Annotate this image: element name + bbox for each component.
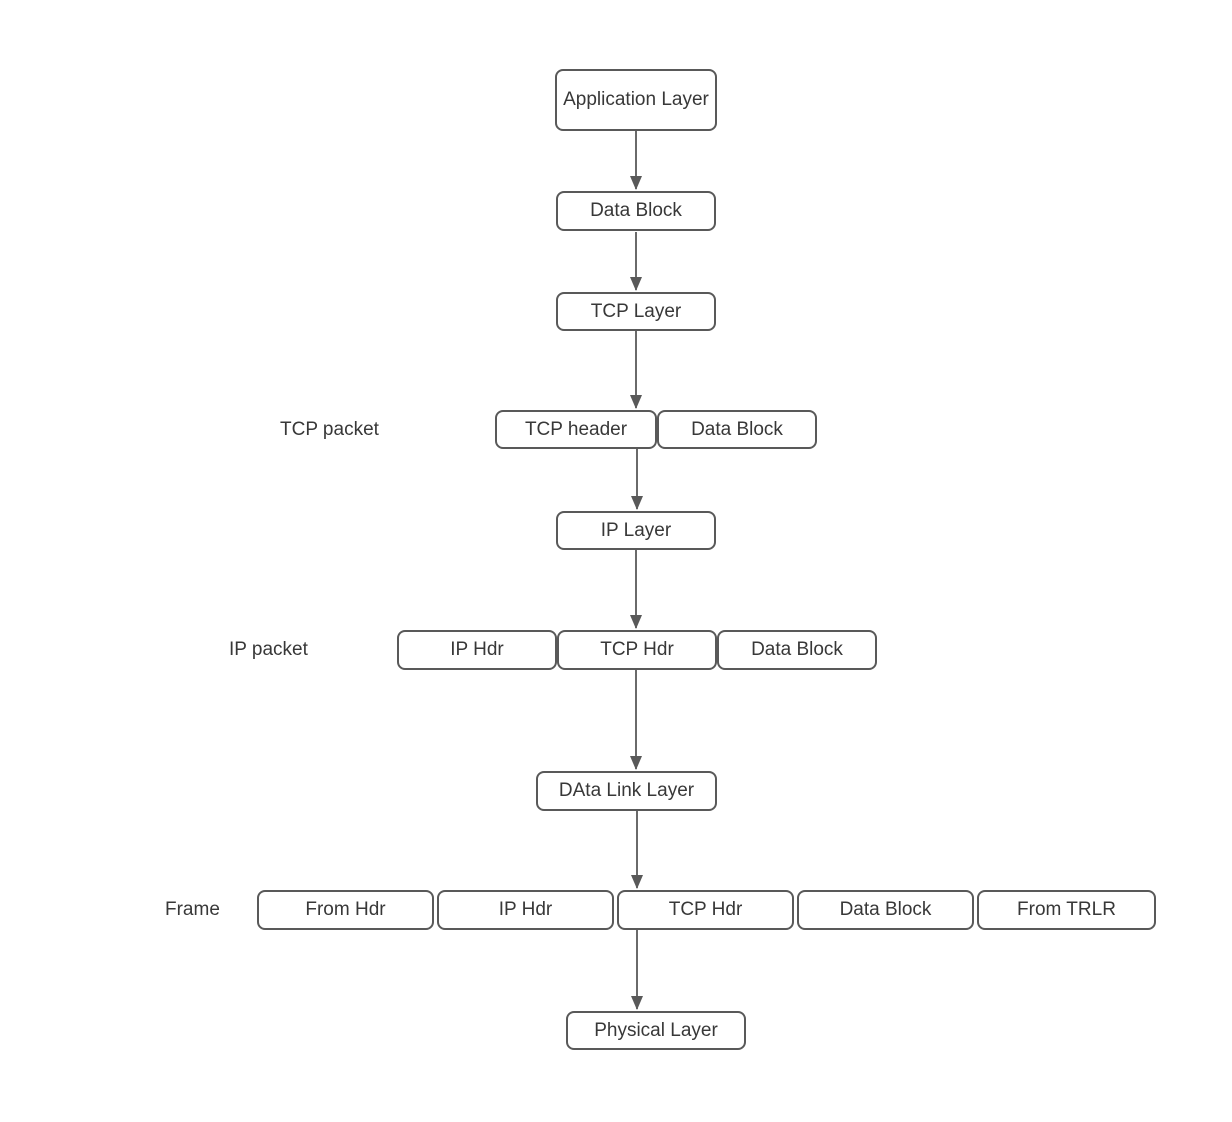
node-ip-packet-ip-hdr: IP Hdr: [397, 630, 557, 670]
node-application-layer: Application Layer: [555, 69, 717, 131]
node-tcp-packet-data-block: Data Block: [657, 410, 817, 449]
node-frame-from-trlr: From TRLR: [977, 890, 1156, 930]
label-tcp-packet: TCP packet: [280, 419, 379, 440]
node-data-block-top: Data Block: [556, 191, 716, 231]
node-ip-packet-tcp-hdr: TCP Hdr: [557, 630, 717, 670]
node-tcp-header: TCP header: [495, 410, 657, 449]
node-ip-layer: IP Layer: [556, 511, 716, 550]
node-physical-layer: Physical Layer: [566, 1011, 746, 1050]
label-frame: Frame: [165, 899, 220, 920]
node-frame-ip-hdr: IP Hdr: [437, 890, 614, 930]
node-frame-from-hdr: From Hdr: [257, 890, 434, 930]
node-frame-tcp-hdr: TCP Hdr: [617, 890, 794, 930]
node-tcp-layer: TCP Layer: [556, 292, 716, 331]
label-ip-packet: IP packet: [229, 639, 308, 660]
node-ip-packet-data-block: Data Block: [717, 630, 877, 670]
node-data-link-layer: DAta Link Layer: [536, 771, 717, 811]
node-frame-data-block: Data Block: [797, 890, 974, 930]
